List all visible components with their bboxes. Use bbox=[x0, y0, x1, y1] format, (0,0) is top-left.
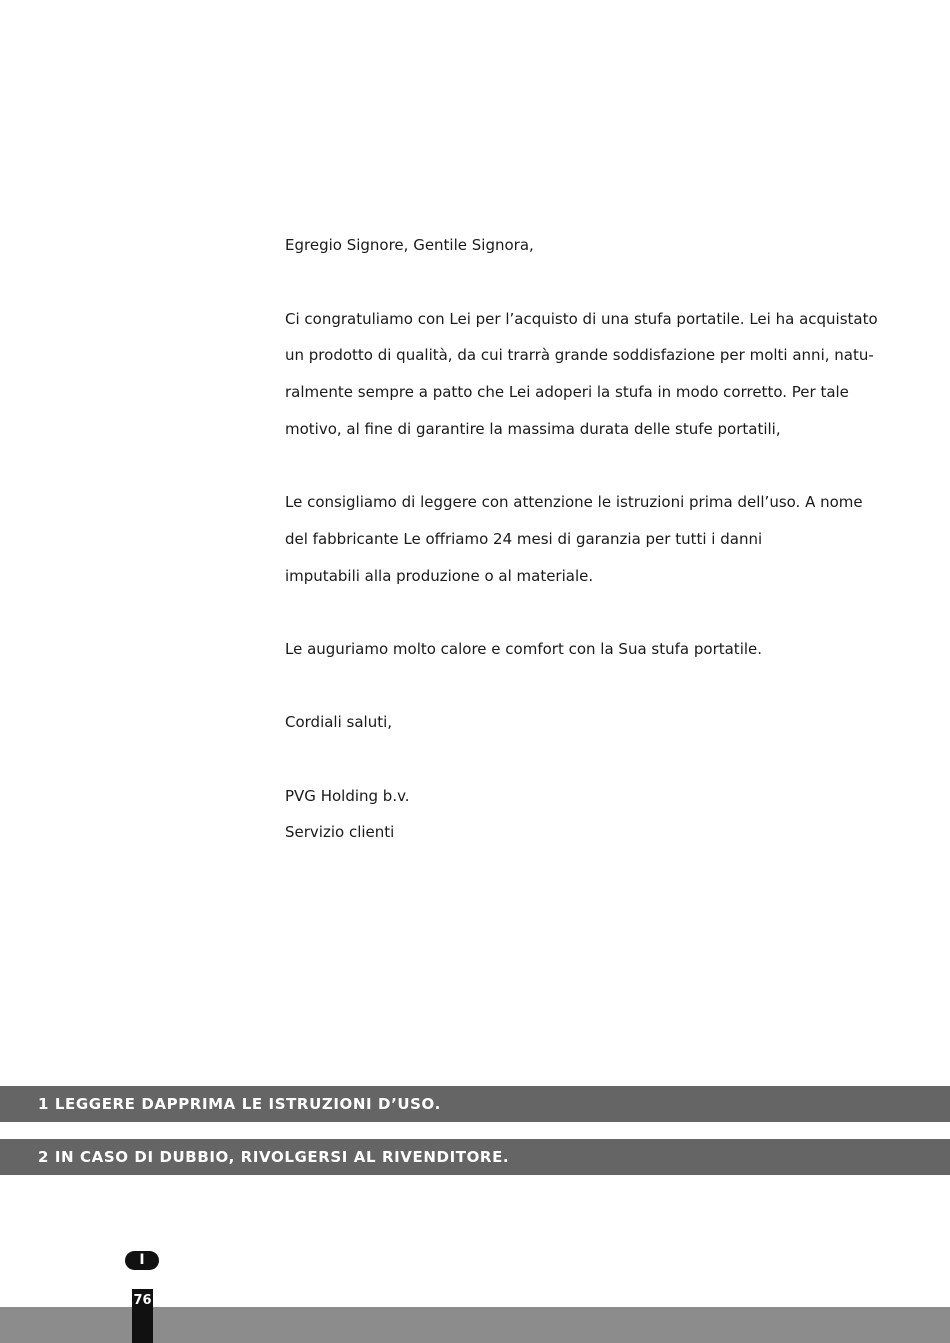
language-badge: I bbox=[125, 1251, 159, 1270]
paragraph-1-line-2: un prodotto di qualità, da cui trarrà grande soddisfazione per molti anni, natu- bbox=[285, 346, 874, 364]
notice-text-2: 2 IN CASO DI DUBBIO, RIVOLGERSI AL RIVENDITORE. bbox=[38, 1148, 510, 1166]
notice-band-1 bbox=[0, 1086, 950, 1122]
paragraph-2-line-2: del fabbricante Le offriamo 24 mesi di garanzia per tutti i danni bbox=[285, 530, 763, 548]
closing: Cordiali saluti, bbox=[285, 713, 393, 731]
notice-text-1: 1 LEGGERE DAPPRIMA LE ISTRUZIONI D’USO. bbox=[38, 1095, 441, 1113]
paragraph-2-line-3: imputabili alla produzione o al materiale. bbox=[285, 567, 594, 585]
signature-department: Servizio clienti bbox=[285, 823, 395, 841]
paragraph-1-line-4: motivo, al fine di garantire la massima durata delle stufe portatili, bbox=[285, 420, 781, 438]
greeting: Egregio Signore, Gentile Signora, bbox=[285, 236, 534, 254]
paragraph-1-line-1: Ci congratuliamo con Lei per l’acquisto di una stufa portatile. Lei ha acquistato bbox=[285, 310, 878, 328]
paragraph-2-line-1: Le consigliamo di leggere con attenzione le istruzioni prima dell’uso. A nome bbox=[285, 493, 863, 511]
paragraph-3: Le auguriamo molto calore e comfort con la Sua stufa portatile. bbox=[285, 640, 763, 658]
signature-company: PVG Holding b.v. bbox=[285, 787, 410, 805]
paragraph-1-line-3: ralmente sempre a patto che Lei adoperi la stufa in modo corretto. Per tale bbox=[285, 383, 849, 401]
page-number: 76 bbox=[133, 1293, 152, 1308]
notice-band-2 bbox=[0, 1139, 950, 1175]
